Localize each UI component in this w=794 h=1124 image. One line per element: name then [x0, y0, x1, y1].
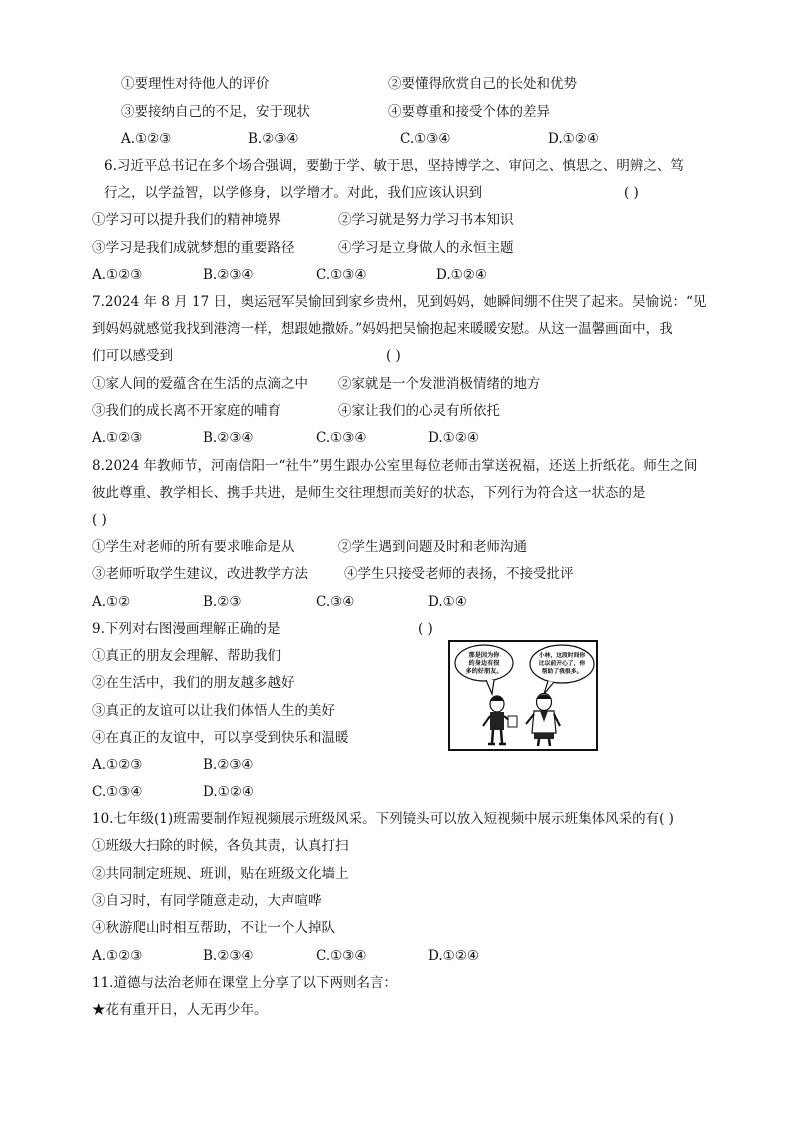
q8-statement-2: ②学生遇到问题及时和老师沟通 [338, 539, 527, 555]
q8-choice-d: D.①④ [428, 594, 467, 610]
q8-choice-c: C.③④ [316, 594, 355, 610]
q5-choice-d: D.①②④ [548, 131, 599, 147]
q7-stem-line1: 7.2024 年 8 月 17 日，奥运冠军吴愉回到家乡贵州，见到妈妈，她瞬间绷不住哭了起来。吴愉说：“见 [92, 294, 707, 310]
q9-answer-paren: ( ) [418, 621, 433, 637]
q6-statement-1: ①学习可以提升我们的精神境界 [92, 212, 281, 228]
q5-statement-2: ②要懂得欣赏自己的长处和优势 [388, 76, 577, 92]
q7-choice-d: D.①②④ [428, 430, 479, 446]
q8-stem-line1: 8.2024 年教师节，河南信阳一“社牛”男生跟办公室里每位老师击掌送祝福，还送上折纸花。师生之间 [92, 458, 698, 474]
bubble-left-line3: 多的好朋友。 [465, 668, 503, 675]
q10-stem: 10.七年级(1)班需要制作短视频展示班级风采。下列镜头可以放入短视频中展示班集体风采的有( ) [92, 811, 674, 827]
q8-statement-4: ④学生只接受老师的表扬，不接受批评 [344, 566, 574, 582]
q10-statement-1: ①班级大扫除的时候，各负其责，认真打扫 [92, 838, 349, 854]
q8-choice-a: A.①② [92, 594, 131, 610]
q9-choice-a: A.①②③ [92, 757, 143, 773]
q10-choice-c: C.①③④ [316, 948, 367, 964]
q10-choice-a: A.①②③ [92, 948, 143, 964]
q9-statement-2: ②在生活中，我们的朋友越多越好 [92, 675, 295, 691]
q10-statement-3: ③自习时，有同学随意走动，大声喧哗 [92, 893, 322, 909]
q8-statement-3: ③老师听取学生建议，改进教学方法 [92, 566, 308, 582]
q7-stem-line2: 到妈妈就感觉我找到港湾一样，想跟她撒娇。”妈妈把吴愉抱起来暖暖安慰。从这一温馨画面中，我 [92, 321, 673, 337]
q7-statement-2: ②家就是一个发泄消极情绪的地方 [338, 376, 541, 392]
bubble-right-line2: 比以前开心了，你 [538, 661, 586, 667]
bubble-right-line1: 小林，这段时间你 [538, 653, 586, 659]
q10-choice-b: B.②③④ [203, 948, 254, 964]
q5-choice-c: C.①③④ [400, 131, 451, 147]
bubble-right-line3: 帮助了我很多。 [541, 669, 583, 675]
q5-choice-b: B.②③④ [248, 131, 299, 147]
q5-choice-a: A.①②③ [121, 131, 172, 147]
q6-stem-line1: 6.习近平总书记在多个场合强调，要勤于学、敏于思，坚持博学之、审问之、慎思之、明辨之、笃 [104, 158, 684, 174]
friendship-cartoon [448, 640, 598, 751]
q6-choice-d: D.①②④ [436, 267, 487, 283]
q9-choice-d: D.①②④ [203, 784, 254, 800]
q8-choice-b: B.②③ [203, 594, 242, 610]
q6-answer-paren: ( ) [624, 185, 639, 201]
q10-statement-4: ④秋游爬山时相互帮助，不让一个人掉队 [92, 920, 335, 936]
q6-statement-3: ③学习是我们成就梦想的重要路径 [92, 240, 295, 256]
q6-choice-a: A.①②③ [92, 267, 143, 283]
bubble-left-line2: 的身边有很 [468, 660, 500, 667]
q6-stem-line2: 行之，以学益智，以学修身，以学增才。对此，我们应该认识到 [104, 185, 482, 201]
q9-choice-b: B.②③④ [203, 757, 254, 773]
q6-statement-2: ②学习就是努力学习书本知识 [338, 212, 514, 228]
q7-choice-b: B.②③④ [203, 430, 254, 446]
q9-statement-1: ①真正的朋友会理解、帮助我们 [92, 648, 281, 664]
q5-statement-1: ①要理性对待他人的评价 [121, 76, 270, 92]
q10-statement-2: ②共同制定班规、班训，贴在班级文化墙上 [92, 866, 349, 882]
q9-statement-4: ④在真正的友谊中，可以享受到快乐和温暖 [92, 730, 349, 746]
q9-statement-3: ③真正的友谊可以让我们体悟人生的美好 [92, 703, 335, 719]
q11-quote-1: ★花有重开日，人无再少年。 [92, 1002, 268, 1018]
q6-choice-b: B.②③④ [203, 267, 254, 283]
q8-stem-line2: 彼此尊重、教学相长、携手共进，是师生交往理想而美好的状态，下列行为符合这一状态的是 [92, 485, 646, 501]
q8-answer-paren: ( ) [92, 512, 107, 528]
q7-statement-1: ①家人间的爱蕴含在生活的点滴之中 [92, 376, 308, 392]
q5-statement-3: ③要接纳自己的不足，安于现状 [121, 104, 310, 120]
q9-choice-c: C.①③④ [92, 784, 143, 800]
q7-statement-3: ③我们的成长离不开家庭的哺育 [92, 403, 281, 419]
q7-answer-paren: ( ) [386, 348, 401, 364]
q6-statement-4: ④学习是立身做人的永恒主题 [338, 240, 514, 256]
q6-choice-c: C.①③④ [316, 267, 367, 283]
q7-choice-c: C.①③④ [316, 430, 367, 446]
q8-statement-1: ①学生对老师的所有要求唯命是从 [92, 539, 295, 555]
bubble-left-line1: 那是因为你 [468, 652, 500, 659]
q11-stem: 11.道德与法治老师在课堂上分享了以下两则名言： [92, 975, 397, 991]
q5-statement-4: ④要尊重和接受个体的差异 [388, 104, 550, 120]
q10-choice-d: D.①②④ [428, 948, 479, 964]
q7-choice-a: A.①②③ [92, 430, 143, 446]
q9-stem: 9.下列对右图漫画理解正确的是 [92, 621, 281, 637]
q7-stem-line3: 们可以感受到 [92, 348, 173, 364]
q7-statement-4: ④家让我们的心灵有所依托 [338, 403, 500, 419]
